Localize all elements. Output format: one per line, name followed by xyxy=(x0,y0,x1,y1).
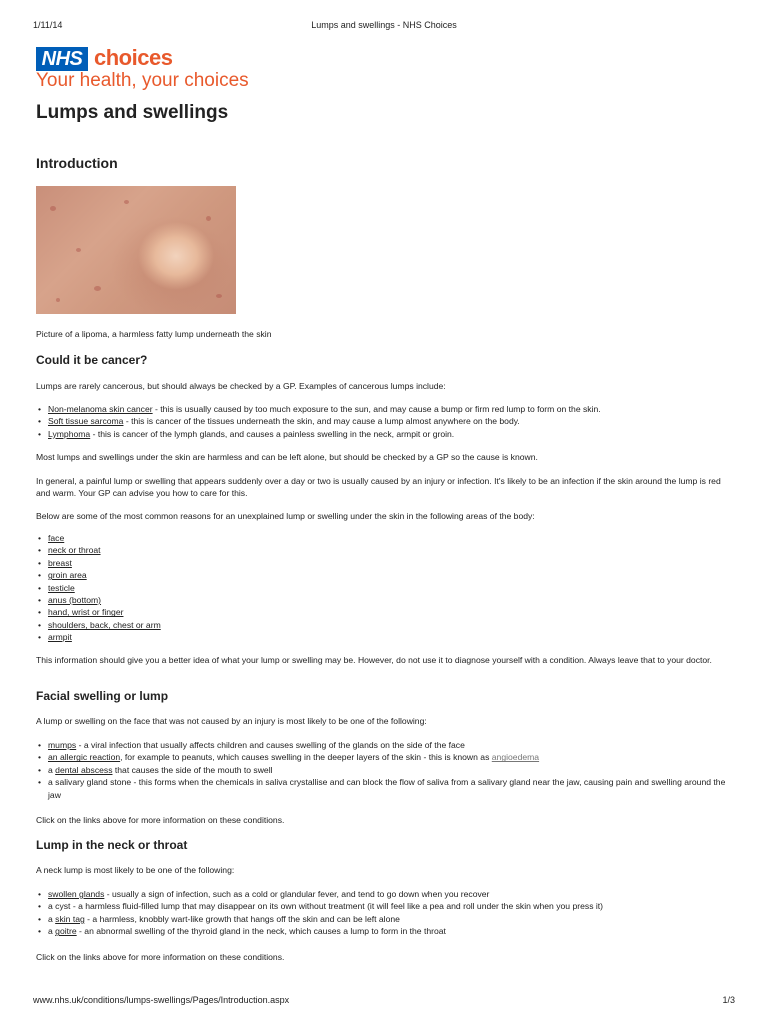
sarcoma-link[interactable]: Soft tissue sarcoma xyxy=(48,416,124,427)
skin-tag-link[interactable]: skin tag xyxy=(55,913,85,924)
lipoma-photo xyxy=(36,186,236,314)
cancer-heading: Could it be cancer? xyxy=(36,353,148,367)
list-item xyxy=(36,900,736,912)
area-link-hand[interactable]: hand, wrist or finger xyxy=(48,607,124,618)
list-item-text: , for example to peanuts, which causes swelling in the deeper layers of the skin - this is known as xyxy=(120,752,492,763)
list-item-text: - this is cancer of the lymph glands, and causes a painless swelling in the neck, armpit or groin. xyxy=(90,428,455,439)
angioedema-link[interactable]: angioedema xyxy=(491,752,540,763)
footer-page-number: 1/3 xyxy=(722,995,735,1005)
list-item xyxy=(36,631,736,643)
facial-list xyxy=(36,739,736,801)
body-areas-list xyxy=(36,532,736,644)
list-item-text: - a harmless, knobbly wart-like growth that hangs off the skin and can be left alone xyxy=(84,913,400,924)
dental-abscess-link[interactable]: dental abscess xyxy=(55,764,113,775)
nhs-logo-box: NHS xyxy=(36,47,88,71)
cancer-paragraph-3: In general, a painful lump or swelling that appears suddenly over a day or two is usually caused by an injury or infection. It's likely to be an infection if the skin around the lump is red and warm. Your GP can advise you how to care for this. xyxy=(36,476,721,498)
list-item-text: a cyst - a harmless fluid-filled lump that may disappear on its own without treatment (it will feel like a pea and roll under the skin when you press it) xyxy=(48,901,604,912)
print-page-title: Lumps and swellings - NHS Choices xyxy=(311,20,457,30)
area-link-breast[interactable]: breast xyxy=(48,557,72,568)
list-item xyxy=(36,582,736,594)
cancer-paragraph-4: Below are some of the most common reasons for an unexplained lump or swelling under the skin in the following areas of the body: xyxy=(36,511,535,521)
area-link-shoulders[interactable]: shoulders, back, chest or arm xyxy=(48,619,161,630)
photo-caption: Picture of a lipoma, a harmless fatty lump underneath the skin xyxy=(36,329,272,339)
list-item-text: - this is cancer of the tissues underneath the skin, and may cause a lump almost anywhere on the body. xyxy=(123,416,520,427)
neck-heading: Lump in the neck or throat xyxy=(36,838,188,852)
goitre-link[interactable]: goitre xyxy=(55,926,77,937)
list-item xyxy=(36,751,736,763)
cancer-paragraph-2: Most lumps and swellings under the skin are harmless and can be left alone, but should be checked by a GP so the cause is known. xyxy=(36,452,538,462)
area-link-armpit[interactable]: armpit xyxy=(48,632,72,643)
list-item xyxy=(36,569,736,581)
list-item xyxy=(36,764,736,776)
list-item xyxy=(36,925,736,937)
introduction-heading: Introduction xyxy=(36,155,118,171)
facial-heading: Facial swelling or lump xyxy=(36,689,169,703)
area-link-testicle[interactable]: testicle xyxy=(48,582,75,593)
cancer-list xyxy=(36,403,736,440)
list-item-text: - usually a sign of infection, such as a cold or glandular fever, and tend to go down when you recover xyxy=(104,889,490,899)
area-link-face[interactable]: face xyxy=(48,533,65,543)
area-link-anus[interactable]: anus (bottom) xyxy=(48,595,102,606)
list-item-text: - a viral infection that usually affects children and causes swelling of the glands on the side of the face xyxy=(76,740,465,750)
list-item xyxy=(36,606,736,618)
neck-paragraph-2: Click on the links above for more information on these conditions. xyxy=(36,952,285,962)
cancer-paragraph-5: This information should give you a better idea of what your lump or swelling may be. However, do not use it to diagnose yourself with a condition. Always leave that to your doctor. xyxy=(36,655,712,665)
non-melanoma-link[interactable]: Non-melanoma skin cancer xyxy=(48,404,153,414)
list-item xyxy=(36,428,736,440)
list-item-text: - an abnormal swelling of the thyroid gland in the neck, which causes a lump to form in the throat xyxy=(76,926,446,937)
list-item xyxy=(36,544,736,556)
allergic-reaction-link[interactable]: an allergic reaction xyxy=(48,752,121,763)
choices-wordmark: choices xyxy=(94,45,173,70)
list-item xyxy=(36,532,736,544)
list-item xyxy=(36,557,736,569)
list-item xyxy=(36,619,736,631)
area-link-groin[interactable]: groin area xyxy=(48,570,87,581)
print-date: 1/11/14 xyxy=(33,20,63,30)
list-item xyxy=(36,888,736,900)
list-item-text: a xyxy=(48,926,56,937)
neck-list xyxy=(36,888,736,938)
list-item xyxy=(36,594,736,606)
list-item-text: a xyxy=(48,913,56,924)
list-item xyxy=(36,403,736,415)
footer-url: www.nhs.uk/conditions/lumps-swellings/Pages/Introduction.aspx xyxy=(33,995,290,1005)
list-item xyxy=(36,415,736,427)
area-link-neck[interactable]: neck or throat xyxy=(48,545,101,556)
mumps-link[interactable]: mumps xyxy=(48,740,77,750)
logo-tagline: Your health, your choices xyxy=(36,70,249,91)
list-item-text: a salivary gland stone - this forms when the chemicals in saliva crystallise and can block the flow of saliva from a salivary gland near the jaw, causing pain and swelling around the jaw xyxy=(48,777,726,800)
list-item-text: that causes the side of the mouth to swell xyxy=(112,764,273,775)
lymphoma-link[interactable]: Lymphoma xyxy=(48,428,91,439)
cancer-paragraph-1: Lumps are rarely cancerous, but should always be checked by a GP. Examples of cancerous lumps include: xyxy=(36,381,446,391)
swollen-glands-link[interactable]: swollen glands xyxy=(48,889,105,899)
neck-paragraph-1: A neck lump is most likely to be one of the following: xyxy=(36,865,235,875)
facial-paragraph-1: A lump or swelling on the face that was not caused by an injury is most likely to be one of the following: xyxy=(36,716,427,726)
list-item-text: a xyxy=(48,764,56,775)
list-item-text: - this is usually caused by too much exposure to the sun, and may cause a bump or firm red lump to form on the skin. xyxy=(152,404,601,414)
list-item xyxy=(36,739,736,751)
page-title: Lumps and swellings xyxy=(36,102,229,123)
list-item xyxy=(36,913,736,925)
list-item xyxy=(36,776,736,801)
facial-paragraph-2: Click on the links above for more information on these conditions. xyxy=(36,815,285,825)
